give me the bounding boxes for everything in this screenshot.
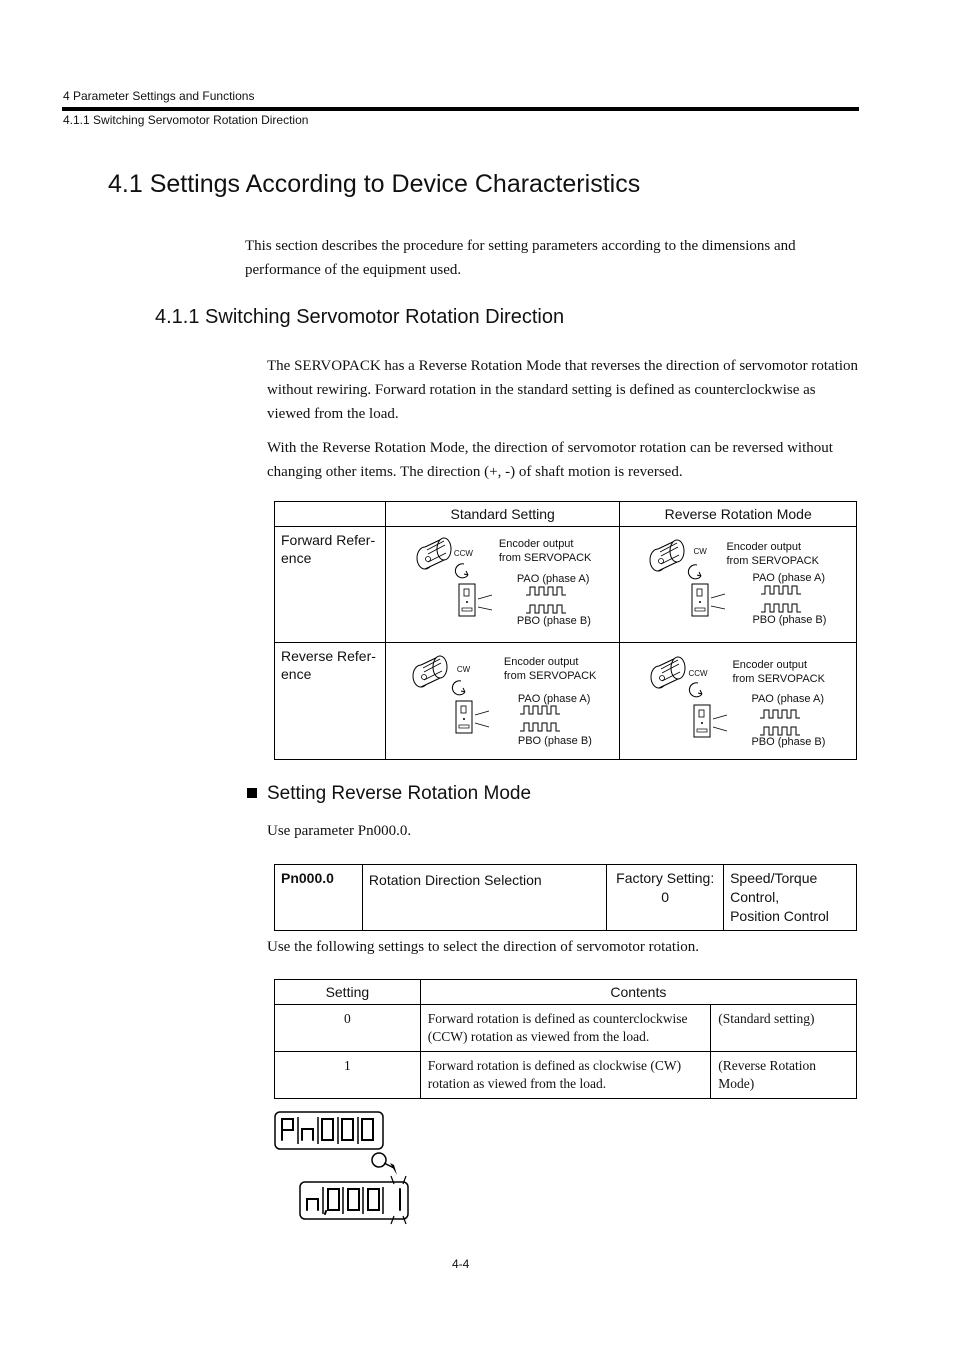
corner-cell	[275, 502, 386, 527]
applicable-line-2: Control,	[730, 889, 780, 905]
encoder-label-1: Encoder output	[503, 656, 579, 668]
applicable-control	[724, 865, 857, 931]
param-name: Rotation Direction Selection	[362, 865, 606, 931]
setting-note-0: (Standard setting)	[711, 1005, 857, 1052]
row-label-reverse: Reverse Refer-ence	[275, 643, 386, 760]
running-header-chapter: 4 Parameter Settings and Functions	[63, 89, 255, 103]
pbo-label: PBO (phase B)	[516, 615, 591, 627]
running-header-section: 4.1.1 Switching Servomotor Rotation Direction	[63, 113, 309, 127]
page-number: 4-4	[452, 1257, 470, 1271]
settings-table	[274, 979, 857, 1099]
rotation-label-cw: CW	[693, 547, 707, 556]
diagram-reverse-standard	[385, 643, 620, 760]
header-rule	[62, 107, 859, 111]
diagram-forward-standard	[385, 527, 620, 643]
encoder-label-1: Encoder output	[732, 659, 808, 671]
encoder-label-2: from SERVOPACK	[732, 673, 825, 685]
applicable-line-3: Position Control	[730, 908, 829, 924]
encoder-label-2: from SERVOPACK	[503, 670, 597, 682]
row-label-forward: Forward Refer-ence	[275, 527, 386, 643]
use-parameter-text: Use parameter Pn000.0.	[267, 823, 412, 839]
encoder-label-2: from SERVOPACK	[726, 555, 819, 567]
pbo-label: PBO (phase B)	[752, 614, 827, 626]
rotation-label-cw: CW	[456, 665, 471, 674]
diagram-reverse-reverse	[620, 643, 857, 760]
factory-setting-label: Factory Setting:	[616, 870, 715, 886]
paragraph-reverse-mode: The SERVOPACK has a Reverse Rotation Mode that reverses the direction of servomotor rotation without rewiring. Forward rotation in the standard setting is defined as counterclockwise as viewed from the load.	[267, 358, 859, 422]
encoder-label-2: from SERVOPACK	[498, 552, 592, 564]
pao-label: PAO (phase A)	[751, 693, 824, 705]
applicable-line-1: Speed/Torque	[730, 870, 818, 886]
setting-section-title: Setting Reverse Rotation Mode	[247, 783, 531, 805]
factory-setting	[607, 865, 724, 931]
section-title: 4.1 Settings According to Device Characteristics	[108, 170, 641, 198]
pbo-label: PBO (phase B)	[517, 735, 592, 747]
setting-value-0: 0	[275, 1005, 421, 1052]
header-setting: Setting	[275, 980, 421, 1005]
bullet-square-icon	[247, 788, 257, 798]
pao-label: PAO (phase A)	[517, 693, 591, 705]
setting-content-1: Forward rotation is defined as clockwise (CW) rotation as viewed from the load.	[420, 1052, 710, 1099]
factory-setting-value: 0	[661, 889, 670, 905]
param-number: Pn000.0	[275, 865, 363, 931]
rotation-label-ccw: CCW	[453, 549, 473, 558]
header-contents: Contents	[420, 980, 856, 1005]
pbo-label: PBO (phase B)	[751, 736, 826, 748]
rotation-mode-table	[274, 501, 857, 760]
paragraph-direction: With the Reverse Rotation Mode, the direction of servomotor rotation can be reversed without changing other items. The direction (+, -) of shaft motion is reversed.	[267, 440, 833, 480]
intro-paragraph: This section describes the procedure for setting parameters according to the dimensions and performance of the equipment used.	[245, 238, 796, 278]
panel-display-illustration	[270, 1105, 420, 1230]
col-header-reverse: Reverse Rotation Mode	[620, 502, 857, 527]
use-following-text: Use the following settings to select the direction of servomotor rotation.	[267, 939, 699, 955]
subsection-title: 4.1.1 Switching Servomotor Rotation Direction	[155, 306, 565, 328]
parameter-table	[274, 864, 857, 931]
setting-content-0: Forward rotation is defined as counterclockwise (CCW) rotation as viewed from the load.	[420, 1005, 710, 1052]
pao-label: PAO (phase A)	[752, 572, 825, 584]
setting-note-1: (Reverse Rotation Mode)	[711, 1052, 857, 1099]
encoder-label-1: Encoder output	[726, 541, 802, 553]
diagram-forward-reverse	[620, 527, 857, 643]
encoder-label-1: Encoder output	[498, 538, 574, 550]
rotation-label-ccw: CCW	[688, 669, 708, 678]
col-header-standard: Standard Setting	[385, 502, 620, 527]
setting-value-1: 1	[275, 1052, 421, 1099]
pao-label: PAO (phase A)	[516, 573, 590, 585]
